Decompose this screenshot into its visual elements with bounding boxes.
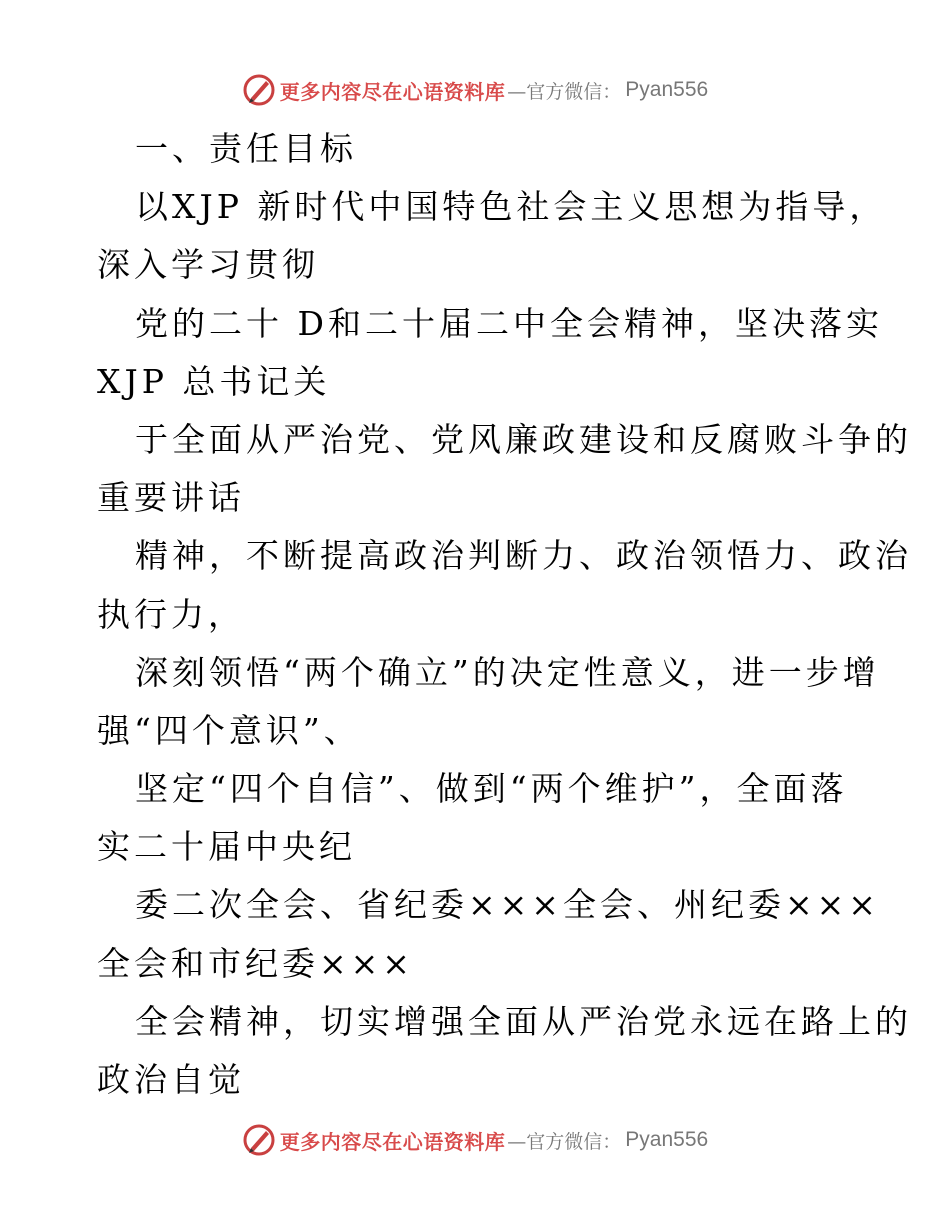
paragraph-line: 政治自觉	[97, 1060, 245, 1099]
paragraph-line: 深入学习贯彻	[97, 245, 319, 285]
pen-logo-icon	[242, 1123, 276, 1157]
document-body	[97, 120, 912, 1109]
watermark-official-label: —官方微信：	[507, 1130, 622, 1153]
paragraph-line: 实二十届中央纪	[97, 827, 356, 867]
watermark-handle: Pyan556	[625, 1128, 709, 1151]
pen-logo-icon	[242, 73, 276, 107]
watermark-banner-top	[0, 68, 950, 112]
paragraph-line: 强“四个意识”、	[97, 710, 361, 750]
paragraph-line: 深刻领悟“两个确立”的决定性意义，进一步增	[135, 652, 880, 692]
paragraph-line: 精神，不断提高政治判断力、政治领悟力、政治	[135, 536, 912, 576]
paragraph-line: 党的二十 D和二十届二中全会精神，坚决落实	[135, 303, 883, 343]
watermark-official-label: —官方微信：	[507, 80, 622, 103]
paragraph-line: XJP 总书记关	[97, 361, 331, 401]
document-heading: 一、责任目标	[135, 129, 357, 168]
watermark-brand: 更多内容尽在心语资料库	[279, 79, 506, 104]
paragraph-line: 坚定“四个自信”、做到“两个维护”，全面落	[135, 769, 848, 809]
paragraph-line: 于全面从严治党、党风廉政建设和反腐败斗争的	[135, 419, 912, 459]
paragraph-line: 全会精神，切实增强全面从严治党永远在路上的	[135, 1001, 912, 1041]
paragraph-line: 委二次全会、省纪委×××全会、州纪委×××	[135, 885, 880, 925]
paragraph-line: 全会和市纪委×××	[97, 943, 414, 983]
paragraph-line: 执行力，	[97, 594, 245, 634]
watermark-brand: 更多内容尽在心语资料库	[279, 1129, 506, 1154]
watermark-handle: Pyan556	[625, 78, 709, 101]
paragraph-line: 重要讲话	[97, 478, 245, 518]
watermark-banner-bottom	[0, 1118, 950, 1162]
paragraph-line: 以XJP 新时代中国特色社会主义思想为指导，	[135, 187, 887, 227]
